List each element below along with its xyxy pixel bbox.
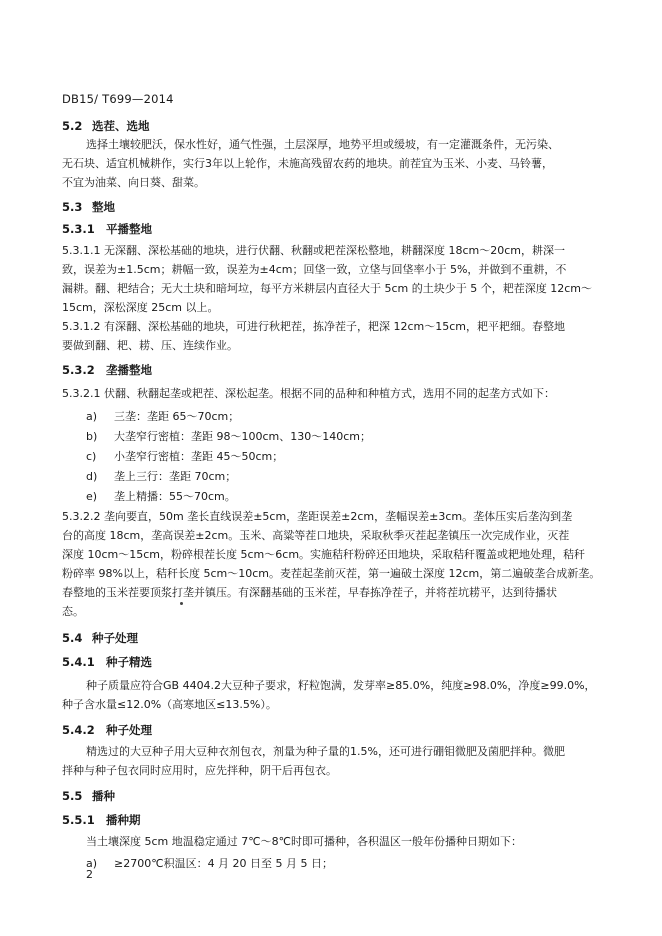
section-5-2-line-1: 选择土壤较肥沃，保水性好，通气性强，土层深厚，地势平坦或缓坡，有一定灌溉条件，无污染、 (86, 138, 559, 151)
clause-5-3-2-2-line-4: 粉碎率 98%以上，秸秆长度 5cm～10cm。麦茬起垄前灭茬，第一遍破土深度 12cm，第二遍破垄合成新垄。 (62, 567, 601, 580)
section-5-5-heading: 5.5 播种 (62, 789, 115, 803)
clause-5-3-1-1-line-3: 漏耕。翻、耙结合；无大土块和暗坷垃，每平方米耕层内直径大于 5cm 的土块少于 5 个，耙茬深度 12cm～ (62, 282, 593, 295)
standard-code-header: DB15/ T699—2014 (62, 92, 174, 106)
section-5-2-heading: 5.2 选茬、选地 (62, 119, 150, 133)
ridge-list-item: d) 垄上三行：垄距 70cm； (86, 470, 237, 483)
section-5-3-2-heading: 5.3.2 垄播整地 (62, 363, 152, 377)
ridge-list-item: e) 垄上精播：55～70cm。 (86, 490, 236, 503)
clause-5-3-1-1-line-4: 15cm，深松深度 25cm 以上。 (62, 301, 219, 314)
clause-5-3-1-2-line-2: 要做到翻、耙、耢、压、连续作业。 (62, 339, 238, 352)
clause-5-3-2-2-line-5: 春整地的玉米茬要顶浆打垄并镇压。有深翻基础的玉米茬，早春拣净茬子，并将茬坑耢平，达到待播状 (62, 586, 557, 599)
section-5-5-1-text: 当土壤深度 5cm 地温稳定通过 7℃～8℃时即可播种，各积温区一般年份播种日期如下： (86, 835, 522, 848)
sowing-date-list-item: a) ≥2700℃积温区：4 月 20 日至 5 月 5 日； (86, 857, 334, 870)
section-5-4-1-line-2: 种子含水量≤12.0%（高寒地区≤13.5%）。 (62, 698, 277, 711)
section-5-4-2-heading: 5.4.2 种子处理 (62, 723, 152, 737)
section-5-5-1-heading: 5.5.1 播种期 (62, 813, 141, 827)
section-5-4-1-heading: 5.4.1 种子精选 (62, 655, 152, 669)
ridge-list-item: b) 大垄窄行密植：垄距 98～100cm、130～140cm； (86, 430, 372, 443)
section-5-4-2-line-2: 拌种与种子包衣同时应用时，应先拌种，阴干后再包衣。 (62, 764, 337, 777)
speck-mark (180, 602, 183, 605)
section-5-3-1-heading: 5.3.1 平播整地 (62, 222, 152, 236)
section-5-2-line-3: 不宜为油菜、向日葵、甜菜。 (62, 176, 205, 189)
clause-5-3-1-1-line-1: 5.3.1.1 无深翻、深松基础的地块，进行伏翻、秋翻或耙茬深松整地，耕翻深度 18cm～20cm，耕深一 (62, 244, 565, 257)
clause-5-3-1-1-line-2: 致，误差为±1.5cm；耕幅一致，误差为±4cm；回垡一致，立垡与回垡率小于 5%，并做到不重耕，不 (62, 263, 567, 276)
clause-5-3-2-1-text: 5.3.2.1 伏翻、秋翻起垄或耙茬、深松起垄。根据不同的品种和种植方式，选用不同的起垄方式如下： (62, 387, 555, 400)
section-5-4-heading: 5.4 种子处理 (62, 631, 138, 645)
clause-5-3-1-2-line-1: 5.3.1.2 有深翻、深松基础的地块，可进行秋耙茬，拣净茬子，耙深 12cm～15cm，耙平耙细。春整地 (62, 320, 565, 333)
section-5-4-2-line-1: 精选过的大豆种子用大豆种衣剂包衣，剂量为种子量的1.5%，还可进行硼钼微肥及菌肥拌种。微肥 (86, 745, 565, 758)
clause-5-3-2-2-line-2: 台的高度 18cm，垄高误差±2cm。玉米、高粱等茬口地块，采取秋季灭茬起垄镇压一次完成作业，灭茬 (62, 529, 570, 542)
section-5-4-1-line-1: 种子质量应符合GB 4404.2大豆种子要求，籽粒饱满，发芽率≥85.0%，纯度≥98.0%，净度≥99.0%， (86, 679, 596, 692)
section-5-2-line-2: 无石块、适宜机械耕作，实行3年以上轮作，未施高残留农药的地块。前茬宜为玉米、小麦、马铃薯， (62, 157, 553, 170)
clause-5-3-2-2-line-1: 5.3.2.2 垄向要直，50m 垄长直线误差±5cm，垄距误差±2cm，垄幅误差±3cm。垄体压实后垄沟到垄 (62, 510, 573, 523)
section-5-3-heading: 5.3 整地 (62, 200, 115, 214)
ridge-list-item: a) 三垄：垄距 65～70cm； (86, 410, 240, 423)
clause-5-3-2-2-line-3: 深度 10cm～15cm，粉碎根茬长度 5cm～6cm。实施秸秆粉碎还田地块，采取秸秆覆盖或耙地处理，秸秆 (62, 548, 586, 561)
clause-5-3-2-2-line-6: 态。 (62, 605, 84, 618)
page-number: 2 (86, 868, 93, 881)
ridge-list-item: c) 小垄窄行密植：垄距 45～50cm； (86, 450, 284, 463)
